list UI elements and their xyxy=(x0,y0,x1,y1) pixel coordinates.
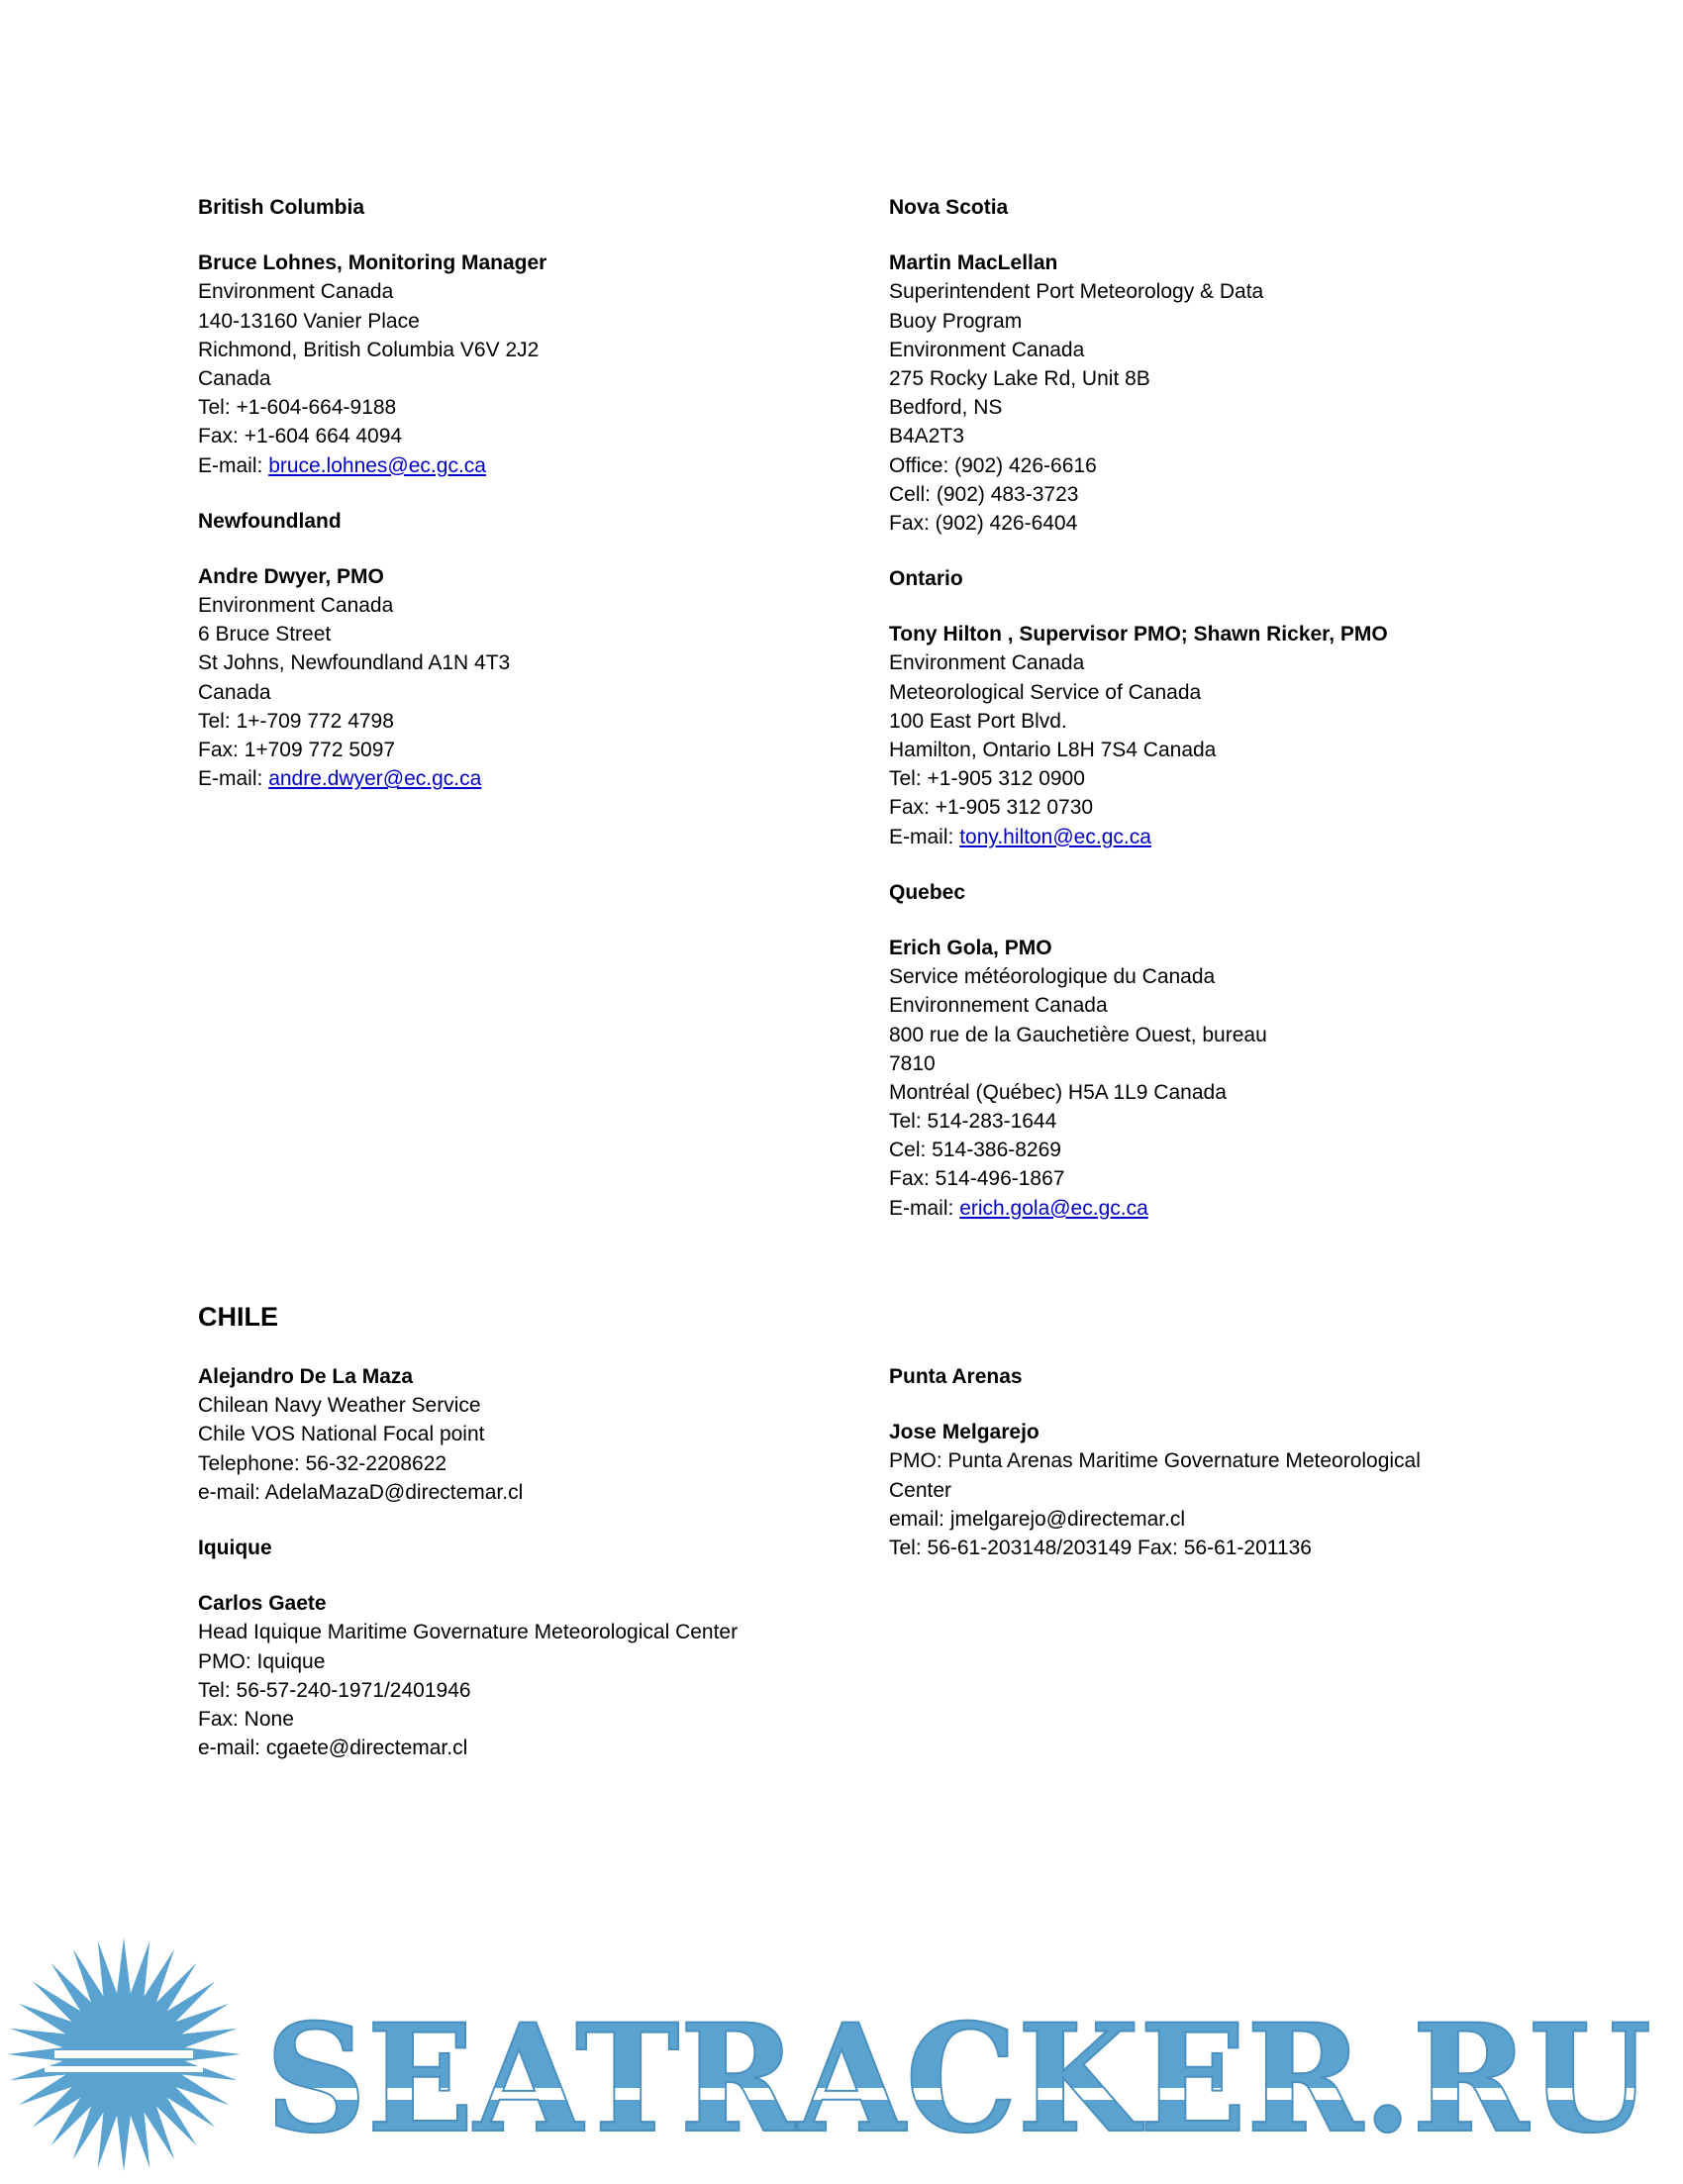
contact-line: Telephone: 56-32-2208622 xyxy=(198,1451,447,1475)
contact-line: email: jmelgarejo@directemar.cl xyxy=(889,1507,1186,1531)
contact-line: Fax: (902) 426-6404 xyxy=(889,511,1078,535)
contact-line: Richmond, British Columbia V6V 2J2 xyxy=(198,338,540,361)
contact-line: e-mail: cgaete@directemar.cl xyxy=(198,1737,468,1760)
contact-line: Environment Canada xyxy=(889,338,1085,361)
country-heading-chile: CHILE xyxy=(198,1302,278,1332)
contact-line: 800 rue de la Gauchetière Ouest, bureau xyxy=(889,1023,1267,1046)
contact-line: Montréal (Québec) H5A 1L9 Canada xyxy=(889,1080,1227,1104)
email-link-erich-gola[interactable]: erich.gola@ec.gc.ca xyxy=(959,1196,1148,1220)
contact-line: Fax: +1-905 312 0730 xyxy=(889,796,1094,820)
email-link-tony-hilton[interactable]: tony.hilton@ec.gc.ca xyxy=(959,825,1151,848)
contact-line: Buoy Program xyxy=(889,309,1023,333)
contact-line: Tel: 56-61-203148/203149 Fax: 56-61-201136 xyxy=(889,1536,1312,1559)
contact-line: Environnement Canada xyxy=(889,994,1108,1018)
email-label: E-mail: xyxy=(198,767,269,791)
contact-line: Cel: 514-386-8269 xyxy=(889,1139,1061,1162)
contact-line: Fax: 1+709 772 5097 xyxy=(198,739,396,761)
contact-line: 7810 xyxy=(889,1051,936,1075)
contact-email-row xyxy=(889,823,1523,851)
contact-line: 100 East Port Blvd. xyxy=(889,709,1067,733)
contact-line: Bedford, NS xyxy=(889,396,1003,420)
region-heading-nova-scotia: Nova Scotia xyxy=(889,196,1009,219)
email-link-bruce-lohnes[interactable]: bruce.lohnes@ec.gc.ca xyxy=(268,453,486,477)
contact-line: PMO: Iquique xyxy=(198,1649,326,1673)
contact-line: Superintendent Port Meteorology & Data xyxy=(889,280,1264,304)
watermark xyxy=(0,1921,1683,2178)
watermark-graphic xyxy=(0,1921,1683,2178)
region-heading-punta-arenas: Punta Arenas xyxy=(889,1365,1023,1388)
contact-line: Meteorological Service of Canada xyxy=(889,680,1202,704)
contact-email-row xyxy=(198,764,832,793)
contact-line: Cell: (902) 483-3723 xyxy=(889,482,1079,506)
contact-line: B4A2T3 xyxy=(889,425,964,448)
left-column-chile xyxy=(198,1362,871,1762)
email-label: E-mail: xyxy=(889,825,960,848)
sun-icon xyxy=(7,1937,241,2171)
contact-name: Martin MacLellan xyxy=(889,251,1058,275)
email-link-andre-dwyer[interactable]: andre.dwyer@ec.gc.ca xyxy=(268,767,482,791)
contact-name: Jose Melgarejo xyxy=(889,1421,1040,1444)
contact-name: Tony Hilton , Supervisor PMO; Shawn Ricker, PMO xyxy=(889,623,1388,646)
contact-name: Alejandro De La Maza xyxy=(198,1365,414,1388)
contact-line: Fax: None xyxy=(198,1707,294,1731)
contact-line: Head Iquique Maritime Governature Meteorological Center xyxy=(198,1621,739,1644)
contact-line: Environment Canada xyxy=(198,280,394,304)
contact-name: Bruce Lohnes, Monitoring Manager xyxy=(198,251,547,275)
contact-line: PMO: Punta Arenas Maritime Governature Meteorological xyxy=(889,1449,1421,1473)
contact-line: Environment Canada xyxy=(889,651,1085,675)
left-column-canada xyxy=(198,193,832,793)
region-heading-iquique: Iquique xyxy=(198,1536,272,1559)
contact-name: Andre Dwyer, PMO xyxy=(198,564,384,588)
contact-line: 6 Bruce Street xyxy=(198,623,332,646)
contact-line: Tel: +1-604-664-9188 xyxy=(198,396,397,420)
right-column-chile xyxy=(889,1362,1582,1562)
contact-line: Canada xyxy=(198,366,271,390)
contact-name: Erich Gola, PMO xyxy=(889,936,1052,959)
contact-line: Center xyxy=(889,1478,952,1502)
region-heading-quebec: Quebec xyxy=(889,880,966,904)
contact-line: Canada xyxy=(198,680,271,704)
contact-line: Office: (902) 426-6616 xyxy=(889,453,1097,477)
contact-line: Chilean Navy Weather Service xyxy=(198,1394,481,1418)
contact-line: e-mail: AdelaMazaD@directemar.cl xyxy=(198,1480,524,1504)
contact-line: Hamilton, Ontario L8H 7S4 Canada xyxy=(889,739,1217,761)
contact-line: 275 Rocky Lake Rd, Unit 8B xyxy=(889,366,1150,390)
contact-line: Environment Canada xyxy=(198,594,394,618)
watermark-text: SEATRACKER.RU xyxy=(265,1992,1651,2166)
right-column-canada xyxy=(889,193,1523,1223)
contact-email-row xyxy=(198,451,832,480)
contact-line: Fax: +1-604 664 4094 xyxy=(198,425,403,448)
region-heading-newfoundland: Newfoundland xyxy=(198,509,342,533)
contact-line: Chile VOS National Focal point xyxy=(198,1423,485,1446)
contact-line: Fax: 514-496-1867 xyxy=(889,1167,1065,1191)
contact-name: Carlos Gaete xyxy=(198,1592,327,1616)
contact-email-row xyxy=(889,1194,1523,1223)
contact-line: St Johns, Newfoundland A1N 4T3 xyxy=(198,651,511,675)
region-heading-ontario: Ontario xyxy=(889,567,963,591)
region-heading-british-columbia: British Columbia xyxy=(198,196,365,219)
contact-line: Tel: +1-905 312 0900 xyxy=(889,767,1085,791)
email-label: E-mail: xyxy=(198,453,269,477)
contact-line: Tel: 514-283-1644 xyxy=(889,1110,1057,1134)
email-label: E-mail: xyxy=(889,1196,960,1220)
contact-line: 140-13160 Vanier Place xyxy=(198,309,420,333)
contact-line: Tel: 1+-709 772 4798 xyxy=(198,709,394,733)
contact-line: Tel: 56-57-240-1971/2401946 xyxy=(198,1678,471,1702)
contact-line: Service météorologique du Canada xyxy=(889,965,1216,989)
